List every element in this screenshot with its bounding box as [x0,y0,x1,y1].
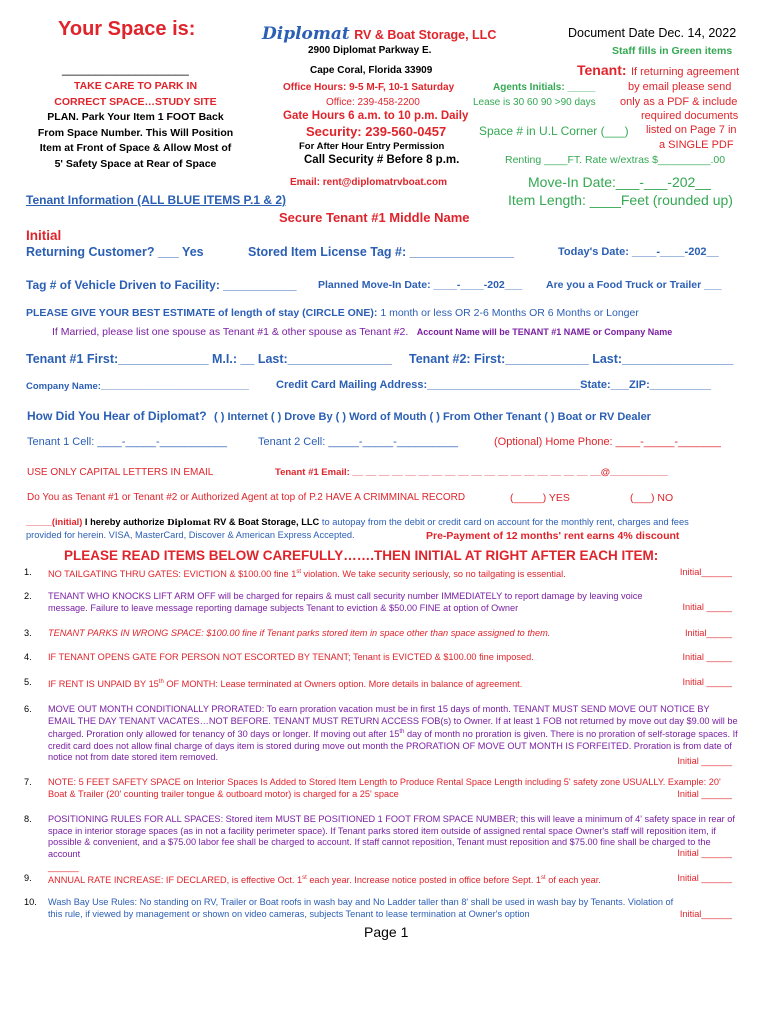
take-care-line: 5' Safety Space at Rear of Space [54,157,217,170]
rule-text: NOTE: 5 FEET SAFETY SPACE on Interior Spaces Is Added to Stored Item Length to Produce Rental Space Length including 5' safety zone USUALLY. Example: 20' Boat & Trailer (20' counting trailer tongue & outboard motor) is charged for a 25' space [48,777,721,799]
gate-hours: Gate Hours 6 a.m. to 10 p.m. Daily [283,110,469,122]
rule-initial-field[interactable]: Initial ______ [677,848,732,858]
criminal-no-option[interactable]: (___) NO [630,492,674,504]
autopay-text-c: RV & Boat Storage, LLC [213,517,320,527]
tenant-info-heading: Tenant Information (ALL BLUE ITEMS P.1 & 2) [26,193,287,207]
tenant1-name-fields[interactable]: Tenant #1 First:_____________ M.I.: __ Last:_______________ [26,352,392,366]
rule-text: POSITIONING RULES FOR ALL SPACES: Stored item MUST BE POSITIONED 1 FOOT FROM SPACE NUMBER; this will leave a minimum of 4' safety space in rear of space in interior storage spaces (as in not a facility perimeter space). If Tenant parks stored item outside of assigned rental space Owner's staff will reposition item, if possible & convenient, and a $75.00 labor fee shall be charged to account. If staff cannot reposition, Tenant must reposition and $75.00 fine shall be charged to the account [48,814,735,859]
rule-number: 7. [24,777,32,787]
rules-heading: PLEASE READ ITEMS BELOW CAREFULLY…….THEN INITIAL AT RIGHT AFTER EACH ITEM: [64,548,659,563]
pdf-include-note: only as a PDF & include [620,96,738,108]
criminal-record-question: Do You as Tenant #1 or Tenant #2 or Authorized Agent at top of P.2 HAVE A CRIMMINAL RECORD [27,492,466,503]
criminal-yes-option[interactable]: (_____) YES [510,492,570,504]
after-hour-entry: For After Hour Entry Permission [299,141,445,152]
planned-move-in-field[interactable]: Planned Move-In Date: ____-____-202___ [318,279,523,291]
autopay-text-a: I hereby authorize [84,517,165,527]
rule-text: TENANT WHO KNOCKS LIFT ARM OFF will be charged for repairs & must call security number IMMEDIATELY to report damage by leaving voice message. Failure to leave message reporting damage subjects Tenant to eviction & $50.00 FINE at option of Owner [48,591,643,613]
hear-about-options[interactable]: ( ) Internet ( ) Drove By ( ) Word of Mouth ( ) From Other Tenant ( ) Boat or RV Dealer [214,411,651,423]
rule-number: 4. [24,652,32,662]
rule-text: NO TAILGATING THRU GATES: EVICTION & $100.00 fine 1st violation. We take security seriously, so no tailgating is essential. [48,569,566,580]
facility-city: Cape Coral, Florida 33909 [310,65,433,76]
autopay-cards: provided for herein. VISA, MasterCard, Discover & American Express Accepted. [26,530,355,540]
autopay-text-b: Diplomat [167,518,211,528]
agents-initials[interactable]: Agents Initials: _____ [493,82,596,93]
listed-page-note: listed on Page 7 in [646,124,737,136]
hear-about-line [27,407,651,425]
email-send-note: by email please send [628,81,732,93]
single-pdf-note: a SINGLE PDF [659,139,734,151]
rule-text: IF TENANT OPENS GATE FOR PERSON NOT ESCORTED BY TENANT; Tenant is EVICTED & $100.00 fine imposed. [48,652,534,662]
rule-initial-field[interactable]: Initial ______ [677,789,732,799]
rule-number: 2. [24,591,32,601]
office-hours: Office Hours: 9-5 M-F, 10-1 Saturday [283,82,455,93]
autopay-authorization [26,517,689,528]
autopay-text-d: to autopay from the debit or credit card on account for the monthly rent, charges and fees [321,517,689,527]
your-space-title: Your Space is: [58,18,196,40]
estimate-label: PLEASE GIVE YOUR BEST ESTIMATE of length of stay (CIRCLE ONE): [26,307,378,319]
renting-rate[interactable]: Renting ____FT. Rate w/extras $_________.00 [505,154,726,166]
take-care-line: PLAN. Park Your Item 1 FOOT Back [47,111,224,123]
take-care-line: From Space Number. This Will Position [37,126,234,139]
tenant1-email-field[interactable]: Tenant #1 Email: __ __ __ __ __ __ __ __ __ __ __ __ __ __ __ __ __ __ __@___________ [275,467,669,478]
company-name-field[interactable]: Company Name:____________________________ [26,381,249,392]
rule-text: MOVE OUT MONTH CONDITIONALLY PRORATED: To earn proration vacation must be in first 15 days of month. TENANT MUST SEND MOVE OUT NOTICE BY EMAIL THE DAY TENANT VACATES…NOT BEFORE. TENANT MUST RETURN ACCESS FOB(s) to Owner. If at least 1 FOB not returned by move out day $9.00 will be charged. Proration only allowed for tenancy of 30 days or longer. If moving out after 15th day of month no proration is given. There is no proration of self-storage spaces. If credit card does not allow final charge of days item is stored during move out month the PRORATION OF MOVE OUT MONTH IS FORFEITED. Proration is from date of notice not from date stored item removed. [48,704,738,763]
married-note: If Married, please list one spouse as Tenant #1 & other spouse as Tenant #2. [52,326,409,338]
move-in-date[interactable]: Move-In Date:___-___-202__ [528,174,711,190]
tenant-label: Tenant: [577,62,627,78]
todays-date-field[interactable]: Today's Date: ____-____-202__ [558,246,719,258]
secure-middle-name: Secure Tenant #1 Middle Name [279,210,470,225]
rule-blank-line[interactable]: ______ [48,862,79,872]
rule-initial-field[interactable]: Initial ______ [677,873,732,883]
rule-number: 9. [24,873,32,883]
tenant1-cell-field[interactable]: Tenant 1 Cell: ____-_____-___________ [27,436,227,448]
tenant-note [577,62,739,80]
returning-customer[interactable]: Returning Customer? ___ Yes [26,245,204,259]
rule-initial-field[interactable]: Initial ______ [677,756,732,766]
rule-initial-field[interactable]: Initial _____ [682,602,732,612]
rule-initial-field[interactable]: Initial______ [679,567,732,577]
rule-text: Wash Bay Use Rules: No standing on RV, Trailer or Boat roofs in wash bay and No Ladder taller than 8' shall be used in wash bay by Tenants. Violation of this rule, if viewed by management or shown on video cameras, subjects Tenant to lease termination at Owner's option [48,897,674,919]
rule-number: 5. [24,677,32,687]
required-docs-note: required documents [641,110,739,122]
rule-initial-field[interactable]: Initial_____ [685,628,732,638]
company-name-rest: RV & Boat Storage, LLC [354,28,497,42]
office-phone: Office: 239-458-2200 [326,97,420,108]
married-note-line [52,322,672,340]
tenant-note-text: If returning agreement [630,66,740,78]
cc-mailing-address-field[interactable]: Credit Card Mailing Address:_________________________State:___ZIP:__________ [276,379,711,391]
contact-email[interactable]: Email: rent@diplomatrvboat.com [290,177,447,188]
license-tag-field[interactable]: Stored Item License Tag #: _______________ [248,245,514,259]
rule-number: 6. [24,704,32,714]
rule-number: 10. [24,897,37,907]
take-care-line: Item at Front of Space & Allow Most of [39,142,232,154]
document-date: Document Date Dec. 14, 2022 [568,26,737,40]
tenant2-name-fields[interactable]: Tenant #2: First:____________ Last:________________ [409,352,734,366]
home-phone-field[interactable]: (Optional) Home Phone: ____-_____-_______ [494,436,721,448]
rule-text: IF RENT IS UNPAID BY 15th OF MONTH: Lease terminated at Owners option. More details in balance of agreement. [48,679,523,690]
rule-initial-field[interactable]: Initial______ [679,909,732,919]
rule-initial-field[interactable]: Initial _____ [682,652,732,662]
account-name-note: Account Name will be TENANT #1 NAME or Company Name [416,327,673,337]
call-security: Call Security # Before 8 p.m. [304,154,460,166]
lease-terms: Lease is 30 60 90 >90 days [473,97,596,108]
capital-letters-note: USE ONLY CAPITAL LETTERS IN EMAIL [27,467,214,478]
take-care-line: TAKE CARE TO PARK IN [73,80,198,92]
rule-number: 3. [24,628,32,638]
security-phone: Security: 239-560-0457 [306,124,447,139]
company-name [262,24,496,44]
estimate-options[interactable]: 1 month or less OR 2-6 Months OR 6 Months or Longer [380,307,639,319]
prepayment-discount: Pre-Payment of 12 months' rent earns 4% discount [426,530,680,542]
estimate-line [26,307,639,319]
tenant2-cell-field[interactable]: Tenant 2 Cell: _____-_____-__________ [258,436,458,448]
food-truck-field[interactable]: Are you a Food Truck or Trailer ___ [546,279,722,291]
take-care-block [18,79,253,172]
space-ul-corner[interactable]: Space # in U.L Corner (___) [479,124,629,138]
rule-text: TENANT PARKS IN WRONG SPACE: $100.00 fine if Tenant parks stored item in space other than space assigned to them. [48,628,551,638]
item-length[interactable]: Item Length: ____Feet (rounded up) [508,192,733,208]
staff-fills-note: Staff fills in Green items [612,45,733,57]
rule-initial-field[interactable]: Initial _____ [682,677,732,687]
initial-label: Initial [26,228,62,243]
autopay-initial-field[interactable]: _____(initial) [26,517,83,527]
space-number-field[interactable]: ___________________ [62,62,189,76]
vehicle-tag-field[interactable]: Tag # of Vehicle Driven to Facility: ___________ [26,278,297,292]
rule-number: 8. [24,814,32,824]
page-number: Page 1 [364,924,409,940]
rule-number: 1. [24,567,32,577]
rule-text: ANNUAL RATE INCREASE: IF DECLARED, is effective Oct. 1st each year. Increase notice posted in office before Sept. 1st of each year. [48,875,601,886]
facility-address: 2900 Diplomat Parkway E. [308,45,432,56]
hear-about-label: How Did You Hear of Diplomat? [27,409,207,423]
take-care-line: CORRECT SPACE…STUDY SITE [54,95,217,108]
company-logo-word: Diplomat [262,24,350,44]
